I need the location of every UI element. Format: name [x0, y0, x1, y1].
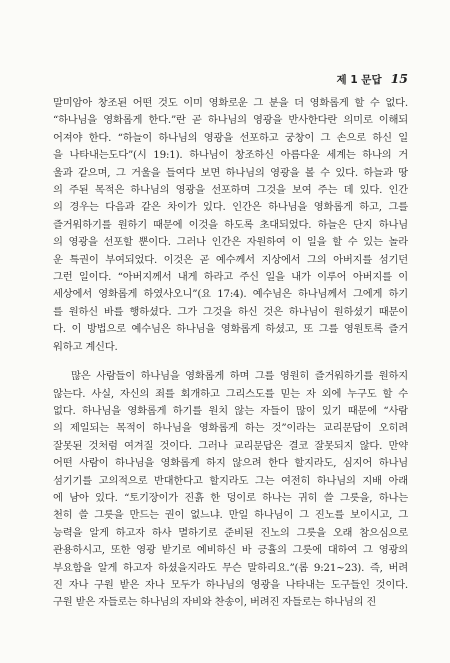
- text-line: 어져야 한다. “하늘이 하나님의 영광을 선포하고 궁창이 그 손으로 하신 일: [53, 131, 408, 144]
- text-line: 섬기기를 고의적으로 반대한다고 할지라도 그는 여전히 하나님의 지배 아래: [53, 474, 408, 487]
- text-line: 의 제일되는 목적이 하나님을 영화롭게 하는 것”이라는 교리문답이 오히려: [53, 422, 408, 435]
- text-line: 를 원하신 바를 행하셨다. 그가 그것을 하신 것은 하나님이 원하셨기 때문이: [53, 305, 408, 318]
- text-line: 그런 일이다. “아버지께서 내게 하라고 주신 일을 내가 이루어 아버지를 이: [53, 271, 408, 284]
- text-line: 울과 같으며, 그 거울을 들여다 보면 하나님의 영광을 볼 수 있다. 하늘과 땅: [53, 166, 408, 179]
- text-line: 어떤 사람이 하나님을 영화롭게 하지 않으려 한다 할지라도, 심지어 하나님: [53, 457, 408, 470]
- text-line: 구원 받은 자들로는 하나님의 자비와 찬송이, 버려진 자들로는 하나님의 진: [53, 596, 377, 609]
- text-line: “하나님을 영화롭게 한다.”란 곧 하나님의 영광을 반사한다란 의미로 이해되: [53, 114, 408, 127]
- text-line: 세상에서 영화롭게 하였사오니”(요 17:4). 예수님은 하나님께서 그에게 하기: [53, 288, 408, 301]
- page-number: 15: [390, 71, 408, 86]
- section-title: 제 1 문답: [336, 74, 382, 86]
- text-line: 을 나타내는도다”(시 19:1). 하나님이 창조하신 아름다운 세계는 하나의 거: [53, 149, 408, 162]
- text-line: 많은 사람들이 하나님을 영화롭게 하며 그를 영원히 즐거워하기를 원하지: [71, 370, 408, 383]
- text-line: 의 영광을 선포할 뿐이다. 그러나 인간은 자원하여 이 일을 할 수 있는 놀라: [53, 236, 408, 249]
- text-line: 말미암아 창조된 어떤 것도 이미 영화로운 그 분을 더 영화롭게 할 수 없다.: [53, 97, 408, 109]
- text-line: 의 경우는 다음과 같은 차이가 있다. 인간은 하나님을 영화롭게 하고, 그를: [53, 201, 408, 214]
- text-line: 잘못된 것처럼 여겨질 것이다. 그러나 교리문답은 결코 잘못되지 않다. 만약: [53, 439, 408, 452]
- text-line: 부요함을 알게 하고자 하셨을지라도 무슨 말하리요.”(롬 9:21~23). 즉, 버려: [53, 561, 408, 574]
- paragraph: [53, 368, 408, 612]
- text-line: 다. 이 방법으로 예수님은 하나님을 영화롭게 하셨고, 또 그를 영원토록 즐거: [53, 323, 408, 336]
- text-line: 없다. 하나님을 영화롭게 하기를 원치 않는 자들이 많이 있기 때문에 “사람: [53, 404, 408, 417]
- text-line: 관용하시고, 또한 영광 받기로 예비하신 바 긍휼의 그릇에 대하여 그 영광의: [53, 544, 408, 557]
- running-head: [337, 71, 408, 87]
- text-line: 능력을 알게 하고자 하사 멸하기로 준비된 진노의 그릇을 오래 참으심으로: [53, 526, 408, 539]
- text-line: 의 주된 목적은 하나님의 영광을 선포하며 그것을 보여 주는 데 있다. 인간: [53, 184, 408, 197]
- text-line: 천히 쓸 그릇을 만드는 권이 없느냐. 만일 하나님이 그 진노를 보이시고, 그: [53, 509, 408, 522]
- text-line: 즐거워하기를 원하기 때문에 이것을 하도록 초대되었다. 하늘은 단지 하나님: [53, 218, 408, 231]
- text-line: 않는다. 사실, 자신의 죄를 회개하고 그리스도를 믿는 자 외에 누구도 할 수: [53, 387, 408, 400]
- text-line: 워하고 계신다.: [53, 340, 118, 353]
- text-line: 운 특권이 부여되었다. 이것은 곧 예수께서 지상에서 그의 아버지를 섬기던: [53, 253, 408, 266]
- text-line: 에 남아 있다. “토기장이가 진흙 한 덩이로 하나는 귀히 쓸 그릇을, 하나는: [53, 491, 408, 504]
- paragraph: [53, 95, 408, 356]
- body-text: [53, 95, 408, 612]
- text-line: 진 자나 구원 받은 자나 모두가 하나님의 영광을 나타내는 도구들인 것이다.: [53, 578, 408, 591]
